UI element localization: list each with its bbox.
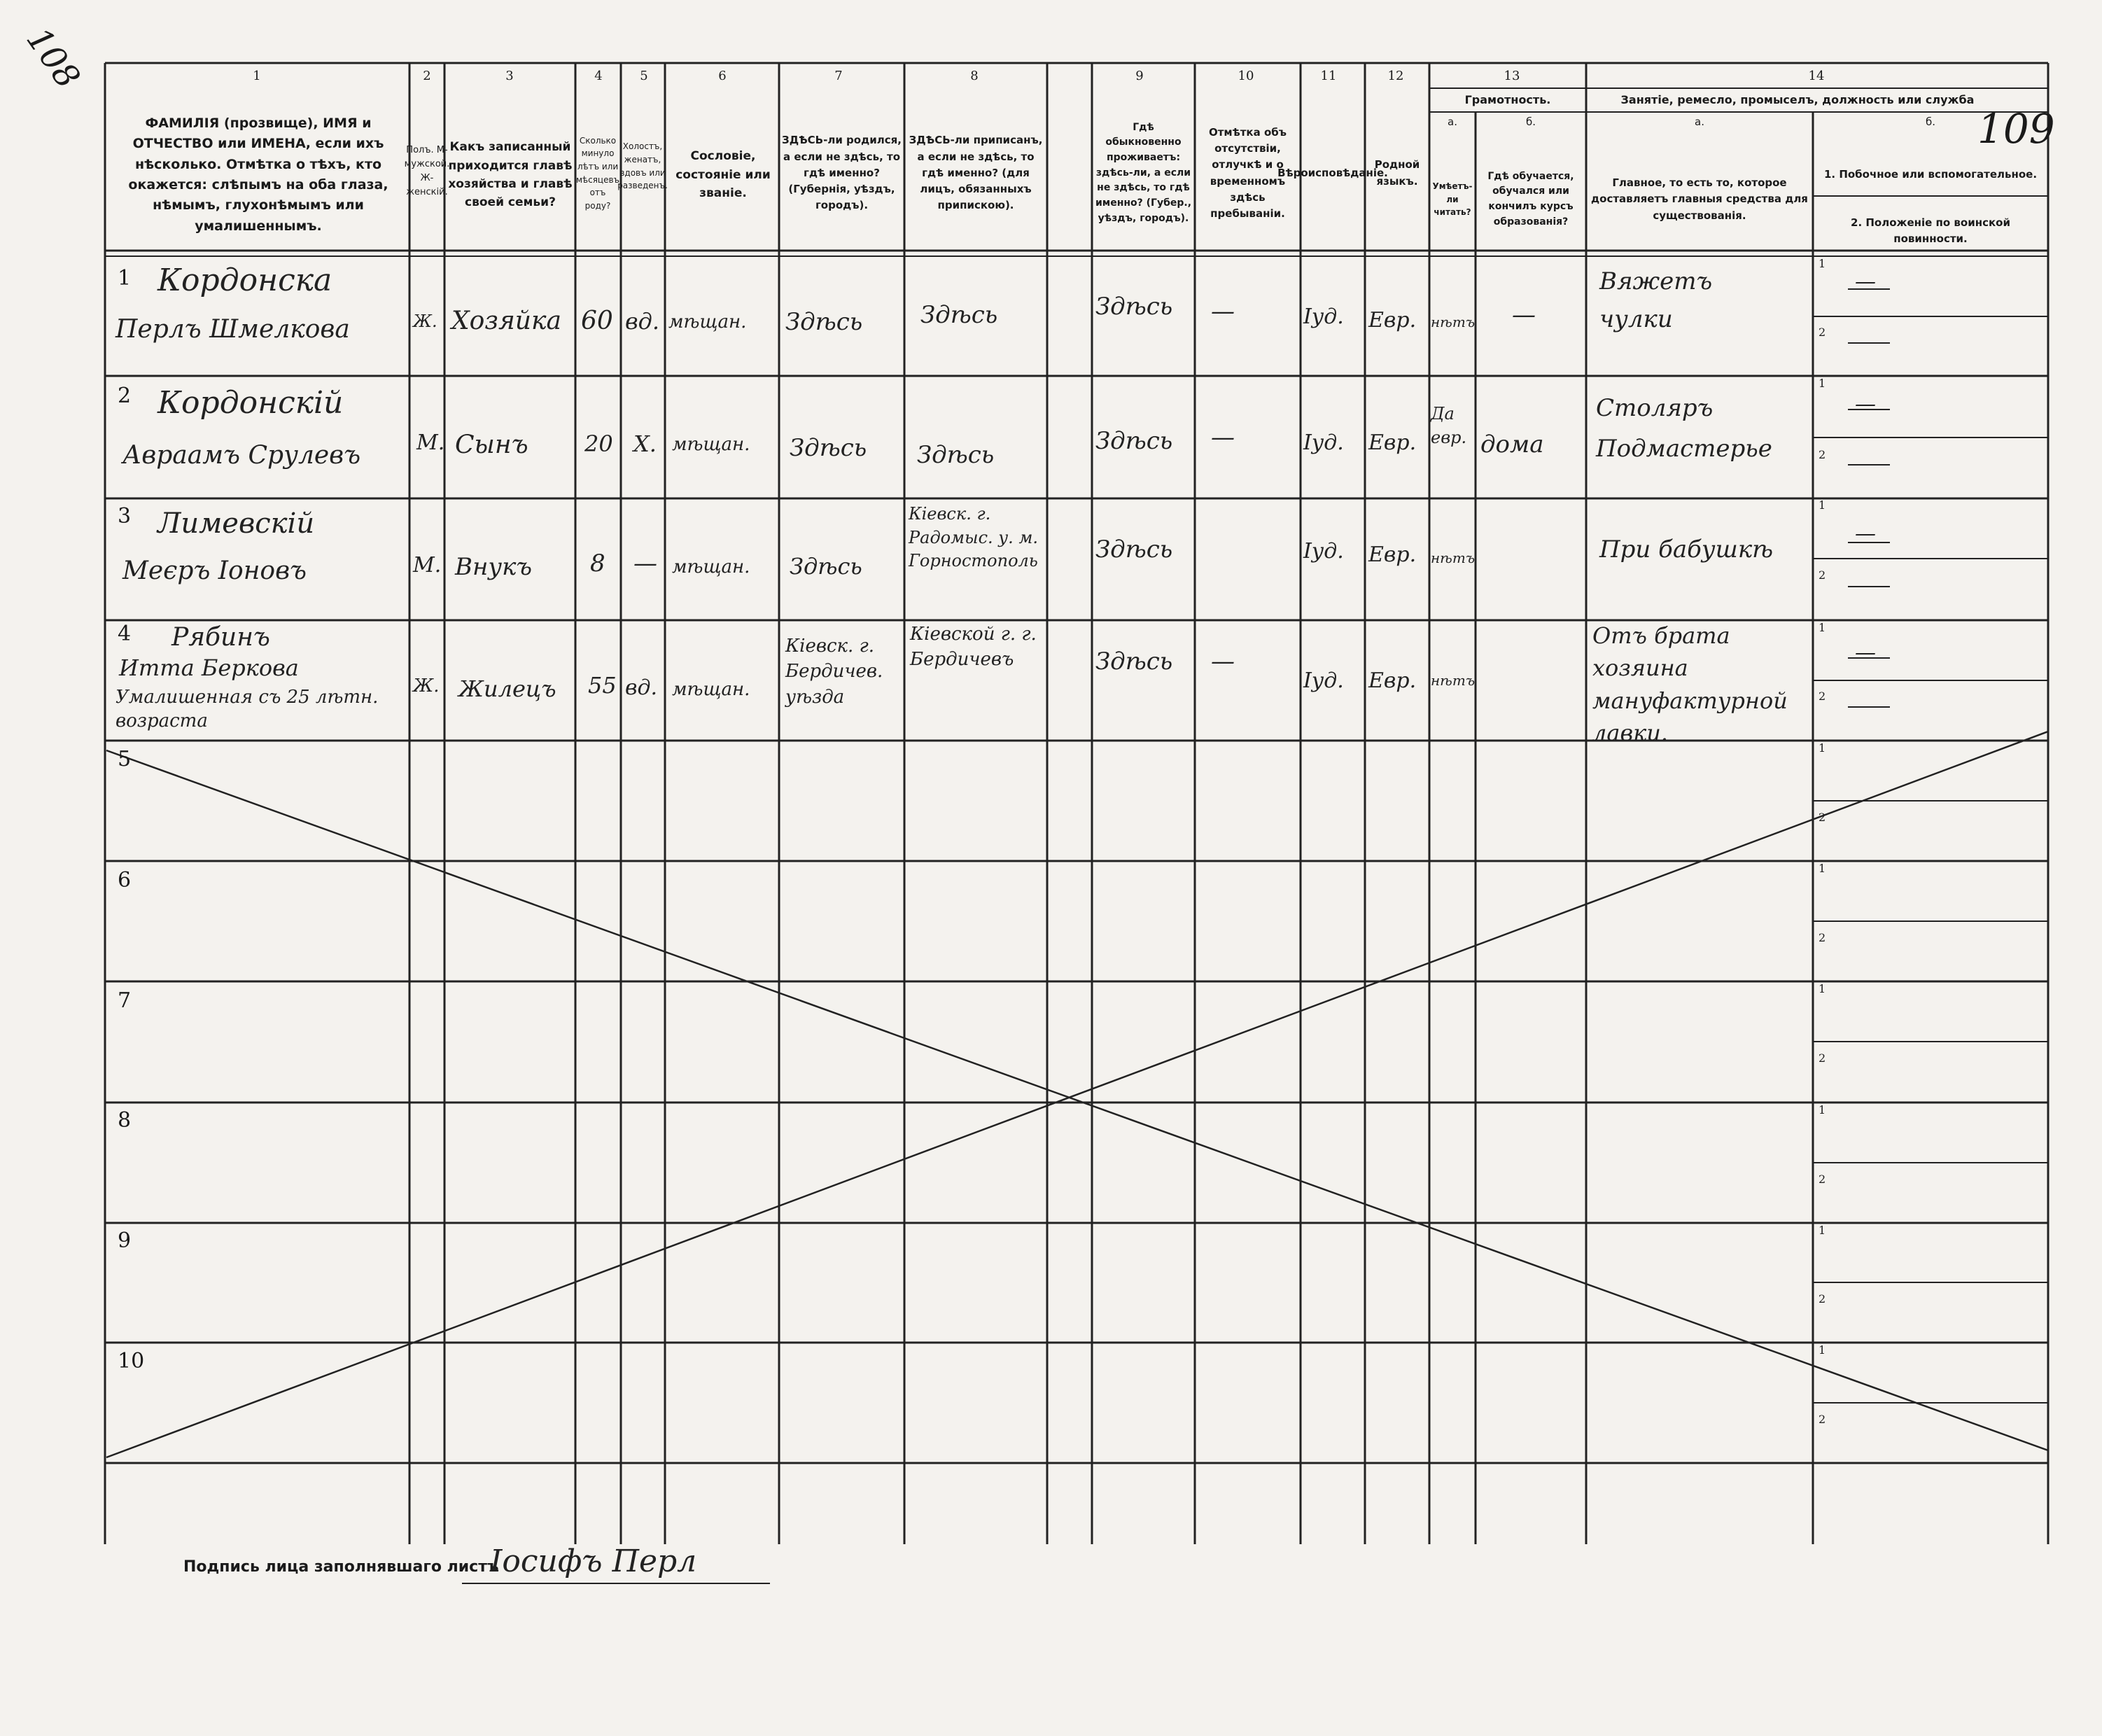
entry-2-birthplace: Здѣсь [790,434,867,462]
page-number-left: 108 [18,20,88,96]
column-number-9: 9 [1135,69,1144,83]
sub-label-2: 2 [1819,568,1826,582]
sub-label-1: 1 [1819,1343,1826,1357]
header-col14b-secondary: 1. Побочное или вспомогательное. [1823,168,2038,181]
entry-1-secondary: — [1855,270,1876,294]
entry-4-residence: Здѣсь [1095,648,1173,676]
sub-label-2: 2 [1819,811,1826,824]
header-col5-marital: Холостъ, женатъ, вдовъ или разведенъ. [617,141,668,191]
header-col13b-label: б. [1525,115,1536,129]
entry-2-literacy: Да евр. [1431,404,1467,447]
entry-4-birthplace: Кіевск. г. Бердичев. уѣзда [785,636,883,708]
row-number-1: 1 [118,266,132,290]
entry-4-marital: вд. [625,676,658,700]
row-number-4: 4 [118,622,132,646]
sub-label-1: 1 [1819,257,1826,270]
sub-label-2: 2 [1819,1172,1826,1186]
entry-4-surname: Рябинъ [171,623,270,652]
sub-label-1: 1 [1819,621,1826,634]
sub-label-2: 2 [1819,1292,1826,1306]
sub-label-1: 1 [1819,982,1826,995]
row-number-8: 8 [118,1108,132,1133]
entry-3-relation: Внукъ [455,553,533,581]
row-number-3: 3 [118,504,132,528]
entry-1-absence: — [1211,298,1235,326]
header-col8-registered: ЗДѢСЬ-ли приписанъ, а если не здѣсь, то гдѣ именно? (для лицъ, обязанныхъ припискою). [909,134,1043,212]
header-col1-name: ФАМИЛІЯ (прозвище), ИМЯ и ОТЧЕСТВО или ИМЕНА, если ихъ нѣсколько. Отмѣтка о тѣхъ, кто окажется: слѣпымъ на оба глаза, нѣмымъ, глухонѣмымъ или умалишеннымъ. [128,115,388,234]
signature-label: Подпись лица заполнявшаго листъ [183,1558,499,1576]
entry-1-occupation: Вяжетъ чулки [1599,267,1713,334]
column-number-10: 10 [1238,69,1254,83]
column-number-14: 14 [1808,69,1825,83]
row-number-9: 9 [118,1228,132,1253]
entry-4-relation: Жилецъ [458,676,556,702]
column-number-11: 11 [1320,69,1337,83]
entry-3-age: 8 [590,550,605,578]
entry-1-education: — [1512,301,1536,329]
entry-3-sex: М. [413,553,442,578]
row-number-6: 6 [118,868,132,892]
entry-2-name: Авраамъ Срулевъ [122,441,361,470]
header-col13-literacy: Грамотность. [1464,92,1551,106]
entry-4-secondary: — [1855,640,1876,665]
column-number-1: 1 [253,69,261,83]
entry-2-religion: Іуд. [1303,430,1344,455]
entry-3-name: Меєръ Іоновъ [122,556,307,585]
entry-2-language: Евр. [1368,430,1417,455]
header-col12-language: Родной языкъ. [1374,158,1420,188]
header-col4-age: Сколько минуло лѣтъ или мѣсяцевъ отъ роду? [575,135,620,211]
column-number-2: 2 [423,69,431,83]
header-col14a-main: Главное, то есть то, которое доставляетъ главныя средства для существованія. [1591,176,1808,222]
column-number-6: 6 [718,69,727,83]
sub-label-2: 2 [1819,931,1826,944]
entry-2-relation: Сынъ [455,430,528,459]
entry-3-literacy: нѣтъ [1431,550,1476,566]
entry-4-occupation: Отъ брата хозяина мануфактурной лавки. [1592,622,1788,747]
sub-label-1: 1 [1819,1103,1826,1116]
entry-3-surname: Лимевскій [157,507,315,540]
entry-2-marital: Х. [633,430,657,457]
sub-label-2: 2 [1819,1413,1826,1426]
header-col6-estate: Сословіе, состояніе или званіе. [675,149,771,201]
entry-3-occupation: При бабушкѣ [1599,536,1774,564]
column-number-5: 5 [640,69,648,83]
header-col13a-label: а. [1448,115,1457,129]
entry-1-sex: Ж. [413,312,437,331]
entry-4-absence: — [1211,648,1235,676]
sub-label-1: 1 [1819,1224,1826,1237]
entry-1-language: Евр. [1368,308,1417,332]
entry-4-age: 55 [588,672,617,699]
entry-3-religion: Іуд. [1303,539,1344,564]
row-number-10: 10 [118,1349,145,1373]
column-number-13: 13 [1504,69,1520,83]
entry-2-sex: М. [416,430,445,455]
entry-4-language: Евр. [1368,668,1417,693]
sub-label-2: 2 [1819,326,1826,339]
entry-1-name: Перлъ Шмелкова [115,315,350,344]
column-number-4: 4 [594,69,603,83]
entry-2-occupation: Столяръ Подмастерье [1596,394,1772,463]
entry-1-age: 60 [581,307,613,335]
header-col11-religion: Вѣроисповѣданіе. [1277,166,1388,179]
page-number-right: 109 [1977,105,2055,153]
row-number-7: 7 [118,988,132,1013]
entry-1-literacy: нѣтъ [1431,314,1476,330]
entry-1-birthplace: Здѣсь [785,308,863,336]
entry-2-age: 20 [584,430,613,457]
entry-3-language: Евр. [1368,542,1417,567]
entry-3-estate: мѣщан. [672,556,750,578]
entry-2-registered: Здѣсь [917,441,995,469]
entry-3-birthplace: Здѣсь [790,553,862,580]
entry-4-literacy: нѣтъ [1431,672,1476,689]
signature-value: Іосифъ Перл [490,1544,697,1579]
header-col14a-label: а. [1695,115,1704,129]
header-col7-birthplace: ЗДѢСЬ-ли родился, а если не здѣсь, то гдѣ именно? (Губернія, уѣздъ, городъ). [782,134,902,212]
header-col2-sex: Полъ. М-мужской. Ж-женскій. [404,144,450,198]
column-number-12: 12 [1387,69,1404,83]
entry-1-surname: Кордонска [157,262,332,298]
row-number-5: 5 [118,747,132,771]
entry-4-registered: Кіевской г. г. Бердичевъ [910,624,1037,671]
entry-1-registered: Здѣсь [920,301,998,329]
entry-2-estate: мѣщан. [672,434,750,455]
header-col13b-education: Гдѣ обучается, обучался или кончилъ курсъ образованія? [1487,170,1574,227]
entry-2-secondary: — [1855,392,1876,416]
entry-3-secondary: — [1855,522,1876,546]
sub-label-2: 2 [1819,1051,1826,1065]
sub-label-2: 2 [1819,448,1826,461]
entry-1-religion: Іуд. [1303,304,1344,329]
column-number-7: 7 [834,69,843,83]
entry-3-residence: Здѣсь [1095,536,1173,564]
entry-3-marital: — [633,550,657,578]
entry-1-residence: Здѣсь [1095,293,1173,321]
column-number-3: 3 [505,69,514,83]
sub-label-1: 1 [1819,862,1826,875]
entry-1-marital: вд. [625,308,660,335]
entry-3-registered: Кіевск. г. Радомыс. у. м. Горностополь [909,504,1038,571]
entry-2-education: дома [1480,430,1544,458]
header-col9-residence: Гдѣ обыкновенно проживаетъ: здѣсь-ли, а если не здѣсь, то гдѣ именно? (Губер., уѣздъ, городъ). [1095,121,1192,224]
sub-label-1: 1 [1819,498,1826,512]
header-col14b-military: 2. Положеніе по воинской повинности. [1851,216,2010,245]
sub-label-1: 1 [1819,741,1826,755]
entry-4-name: Итта Беркова [119,654,299,681]
entry-1-estate: мѣщан. [668,312,747,332]
header-col14b-label: б. [1925,115,1936,129]
sub-label-2: 2 [1819,690,1826,703]
entry-2-absence: — [1211,424,1235,451]
entry-1-relation: Хозяйка [451,307,561,335]
header-col3-relation: Какъ записанный приходится главѣ хозяйства и главѣ своей семьи? [448,140,573,210]
header-col14-occupation: Занятіе, ремесло, промыселъ, должность или служба [1620,92,1975,106]
entry-4-religion: Іуд. [1303,668,1344,693]
header-col10-absence: Отмѣтка объ отсутствіи, отлучкѣ и о временномъ здѣсь пребываніи. [1208,125,1287,220]
column-number-8: 8 [970,69,979,83]
entry-2-surname: Кордонскій [157,385,344,421]
sub-label-1: 1 [1819,377,1826,390]
row-number-2: 2 [118,384,132,408]
entry-4-estate: мѣщан. [672,679,750,700]
entry-4-note: Умалишенная съ 25 лѣтн. возраста [115,687,379,732]
entry-2-residence: Здѣсь [1095,427,1173,455]
entry-4-sex: Ж. [413,676,440,696]
header-col13a-reads: Умѣетъ-ли читать? [1432,181,1473,218]
